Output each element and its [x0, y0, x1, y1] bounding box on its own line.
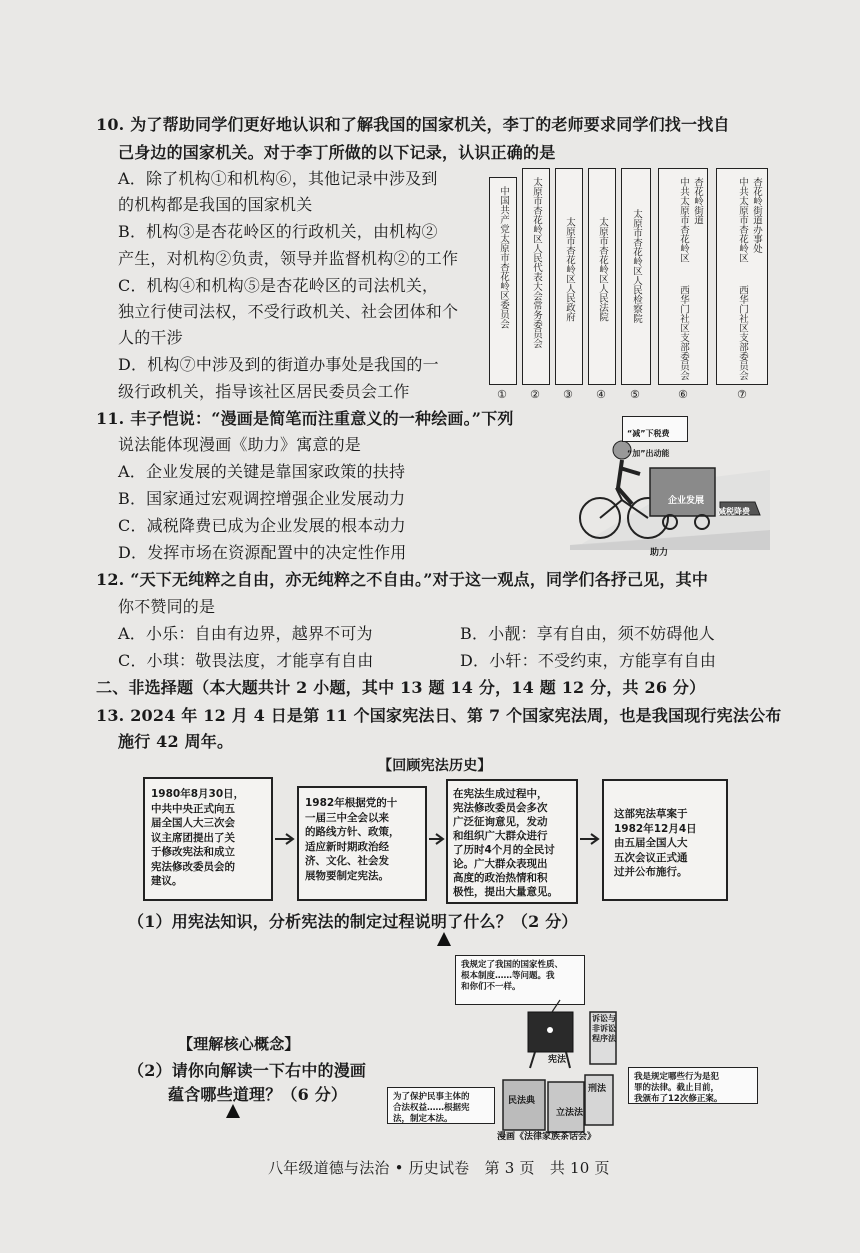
q13-subquestion-1: （1）用宪法知识，分析宪法的制定过程说明了什么？（2 分） [128, 912, 578, 931]
record-text-7c: 西华门社区支部委员会 [737, 285, 748, 380]
book-civil-code: 民法典 [508, 1096, 536, 1106]
record-text-7b: 杏花岭街道办事处 [751, 177, 762, 253]
q10-option-c-cont2: 人的干涉 [118, 328, 183, 347]
record-num-3: ③ [563, 388, 573, 401]
q11-stem-line2: 说法能体现漫画《助力》寓意的是 [118, 435, 362, 454]
q11-option-c: C．减税降费已成为企业发展的根本动力 [118, 516, 406, 535]
q10-option-d-cont: 级行政机关，指导该社区居民委员会工作 [118, 382, 410, 401]
q10-option-a-cont: 的机构都是我国的国家机关 [118, 195, 313, 214]
tax-cut-sign: 减税降费 [718, 507, 750, 516]
concept-title: 【理解核心概念】 [178, 1035, 300, 1053]
record-text-1: 中国共产党太原市杏花岭区委员会 [498, 186, 509, 329]
bubble-constitution: 我规定了我国的国家性质、 根本制度……等问题。我 和你们不一样。 [455, 955, 585, 1005]
cart-label: 企业发展 [668, 496, 705, 506]
record-text-5: 太原市杏花岭区人民检察院 [631, 209, 642, 323]
record-num-7: ⑦ [737, 388, 747, 401]
q12-stem-line1: 12. “天下无纯粹之自由，亦无纯粹之不自由。”对于这一观点，同学们各抒己见，其中 [96, 570, 709, 589]
flow-step-3: 在宪法生成过程中， 宪法修改委员会多次 广泛征询意见，发动 和组织广大群众进行 了历时4个月的全民讨 论。广大群众表现出 高度的政治热情和积 极性，提出大量意见。 [446, 779, 578, 904]
record-text-4: 太原市杏花岭区人民法院 [597, 217, 608, 322]
record-num-6: ⑥ [678, 388, 688, 401]
q12-option-d: D．小轩：不受约束，方能享有自由 [460, 651, 717, 670]
book-constitution: 宪法 [548, 1055, 567, 1065]
page-footer: 八年级道德与法治 • 历史试卷 第 3 页 共 10 页 [268, 1159, 610, 1177]
q13-stem-line1: 13. 2024 年 12 月 4 日是第 11 个国家宪法日、第 7 个国家宪法周，也是我国现行宪法公布 [96, 706, 782, 725]
record-text-3: 太原市杏花岭区人民政府 [564, 217, 575, 322]
bubble-criminal-law: 我是规定哪些行为是犯 罪的法律。截止目前， 我颁布了12次修正案。 [628, 1067, 758, 1104]
q10-option-c: C．机构④和机构⑤是杏花岭区的司法机关， [118, 276, 439, 295]
q10-stem-line2: 己身边的国家机关。对于李丁所做的以下记录，认识正确的是 [118, 143, 556, 162]
q11-stem-line1: 11. 丰子恺说：“漫画是简笔而注重意义的一种绘画。”下列 [96, 409, 514, 428]
q13-subquestion-2-cont: 蕴含哪些道理？（6 分） [168, 1085, 348, 1104]
record-text-6a: 中共太原市杏花岭区 [678, 177, 689, 263]
flow-title: 【回顾宪法历史】 [378, 758, 492, 774]
q12-option-a: A．小乐：自由有边界，越界不可为 [118, 624, 373, 643]
section-2-heading: 二、非选择题（本大题共计 2 小题，其中 13 题 14 分，14 题 12 分，共 26 分） [96, 678, 706, 697]
cartoon-caption-zhuli: 助力 [650, 548, 669, 558]
q10-option-b: B．机构③是杏花岭区的行政机关，由机构② [118, 222, 438, 241]
q11-option-d: D．发挥市场在资源配置中的决定性作用 [118, 543, 407, 562]
book-litigation-law: 诉讼与 非诉讼 程序法 [592, 1014, 616, 1043]
book-criminal-law: 刑法 [588, 1084, 607, 1094]
flow-step-2: 1982年根据党的十 一届三中全会以来 的路线方针、政策， 适应新时期政治经 济、文化、社会发 展物要制定宪法。 [297, 786, 427, 901]
flow-step-4: 这部宪法草案于 1982年12月4日 由五届全国人大 五次会议正式通 过并公布施行。 [602, 779, 728, 901]
law-cartoon-caption: 漫画《法律家族茶话会》 [497, 1132, 597, 1142]
q11-option-a: A．企业发展的关键是靠国家政策的扶持 [118, 462, 406, 481]
record-text-6b: 杏花岭街道 [692, 177, 703, 225]
flow-step-1: 1980年8月30日， 中共中央正式向五 届全国人大三次会 议主席团提出了关 于修改宪法和成立 宪法修改委员会的 建议。 [143, 777, 273, 901]
q13-stem-line2: 施行 42 周年。 [118, 732, 234, 751]
q10-option-a: A．除了机构①和机构⑥，其他记录中涉及到 [118, 169, 438, 188]
record-text-2: 太原市杏花岭区人民代表大会常务委员会 [531, 177, 542, 348]
q12-option-b: B．小靓：享有自由，须不妨碍他人 [460, 624, 715, 643]
record-num-5: ⑤ [630, 388, 640, 401]
q10-option-c-cont: 独立行使司法权，不受行政机关、社会团体和个 [118, 302, 459, 321]
q10-option-d: D．机构⑦中涉及到的街道办事处是我国的一 [118, 355, 439, 374]
bubble-text-2: “加”出动能 [627, 449, 670, 458]
q10-stem-line1: 10. 为了帮助同学们更好地认识和了解我国的国家机关，李丁的老师要求同学们找一找自 [96, 115, 730, 134]
q11-option-b: B．国家通过宏观调控增强企业发展动力 [118, 489, 406, 508]
bubble-text-1: “减”下税费 [627, 429, 670, 438]
q10-option-b-cont: 产生，对机构②负责，领导并监督机构②的工作 [118, 249, 459, 268]
record-num-2: ② [530, 388, 540, 401]
q12-stem-line2: 你不赞同的是 [118, 597, 216, 616]
record-text-7a: 中共太原市杏花岭区 [737, 177, 748, 263]
bubble-civil-code: 为了保护民事主体的 合法权益……根据宪 法，制定本法。 [387, 1087, 495, 1124]
record-num-1: ① [497, 388, 507, 401]
q12-option-c: C．小琪：敬畏法度，才能享有自由 [118, 651, 374, 670]
record-text-6c: 西华门社区支部委员会 [678, 285, 689, 380]
book-legislation-law: 立法法 [556, 1108, 584, 1118]
record-num-4: ④ [596, 388, 606, 401]
q13-subquestion-2: （2）请你向解读一下右中的漫画 [128, 1061, 367, 1080]
